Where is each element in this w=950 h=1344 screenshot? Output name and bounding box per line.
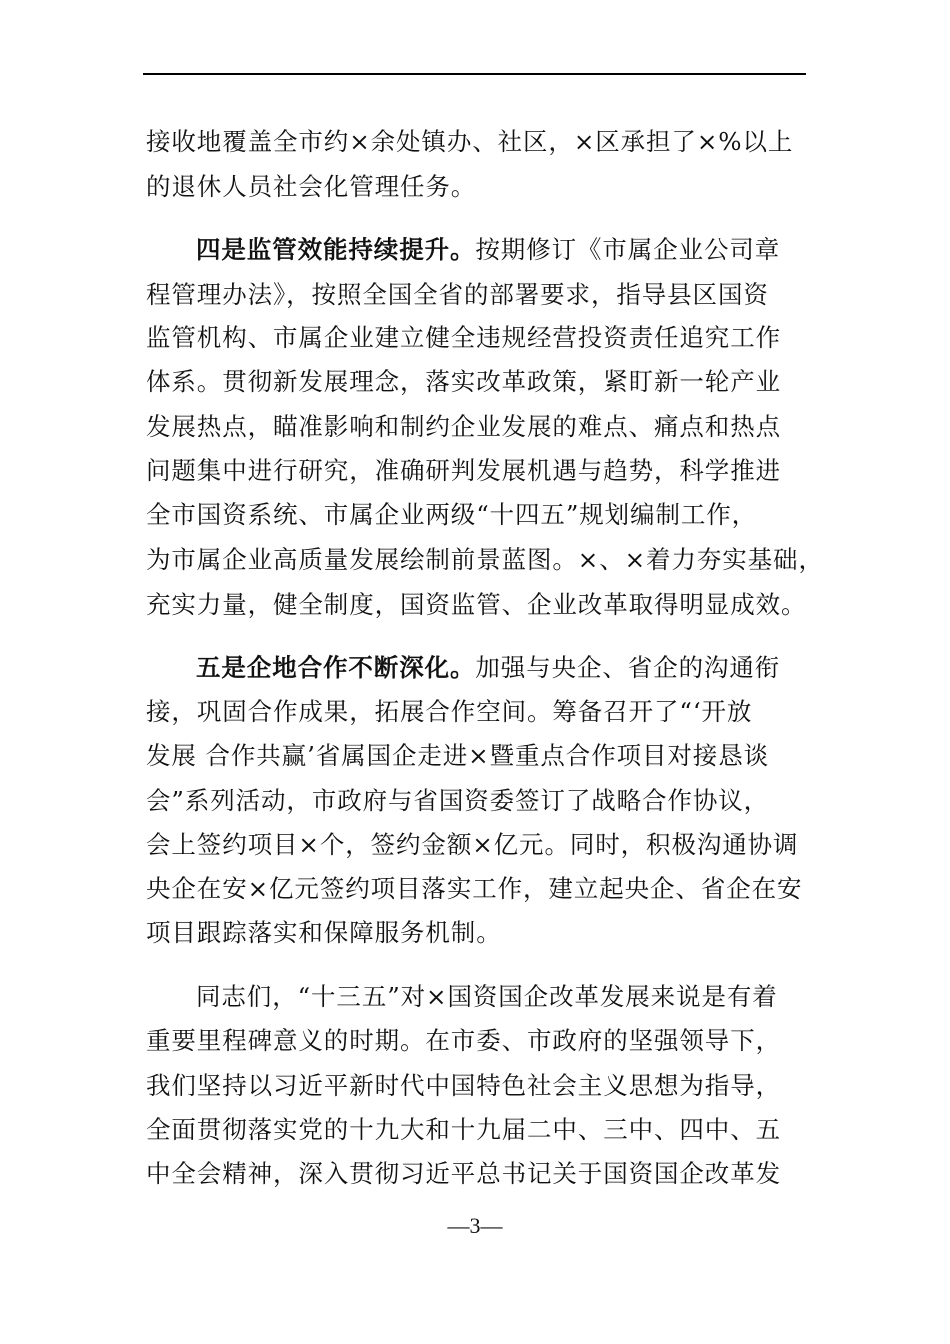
text-line: 会上签约项目×个，签约金额×亿元。同时，积极沟通协调	[146, 830, 799, 859]
text-line: 央企在安×亿元签约项目落实工作，建立起央企、省企在安	[146, 874, 803, 903]
paragraph-4-first-line: 四是监管效能持续提升。按期修订《市属企业公司章	[196, 235, 781, 264]
text-line: 为市属企业高质量发展绘制前景蓝图。×、×着力夯实基础，	[146, 545, 824, 574]
text-line: 的退休人员社会化管理任务。	[146, 172, 477, 201]
paragraph-heading: 五是企地合作不断深化。	[196, 653, 476, 682]
text-line: 发展 合作共赢’省属国企走进×暨重点合作项目对接恳谈	[146, 741, 770, 770]
text-line: 接，巩固合作成果，拓展合作空间。筹备召开了“‘开放	[146, 697, 753, 726]
text-line: 问题集中进行研究，准确研判发展机遇与趋势，科学推进	[146, 456, 781, 485]
text-line: 体系。贯彻新发展理念，落实改革政策，紧盯新一轮产业	[146, 367, 781, 396]
text-line: 发展热点，瞄准影响和制约企业发展的难点、痛点和热点	[146, 412, 781, 441]
text-line: 全市国资系统、市属企业两级“十四五”规划编制工作，	[146, 500, 758, 529]
text-line: 全面贯彻落实党的十九大和十九届二中、三中、四中、五	[146, 1115, 781, 1144]
text-line: 接收地覆盖全市约×余处镇办、社区，×区承担了×%以上	[146, 127, 794, 156]
paragraph-heading: 四是监管效能持续提升。	[196, 235, 476, 264]
header-rule	[143, 73, 806, 75]
paragraph-5-first-line: 五是企地合作不断深化。加强与央企、省企的沟通衔	[196, 653, 781, 682]
page-number: —3—	[447, 1213, 503, 1238]
text-line: 我们坚持以习近平新时代中国特色社会主义思想为指导，	[146, 1071, 781, 1100]
text-line: 重要里程碑意义的时期。在市委、市政府的坚强领导下，	[146, 1026, 781, 1055]
text-line: 充实力量，健全制度，国资监管、企业改革取得明显成效。	[146, 590, 807, 619]
text-line: 会”系列活动，市政府与省国资委签订了战略合作协议，	[146, 786, 770, 815]
text-line: 中全会精神，深入贯彻习近平总书记关于国资国企改革发	[146, 1159, 781, 1188]
text-line: 监管机构、市属企业建立健全违规经营投资责任追究工作	[146, 323, 781, 352]
paragraph-summary-first-line: 同志们，“十三五”对×国资国企改革发展来说是有着	[196, 982, 778, 1011]
text-line: 项目跟踪落实和保障服务机制。	[146, 918, 502, 947]
text-line: 程管理办法》，按照全国全省的部署要求，指导县区国资	[146, 280, 769, 309]
